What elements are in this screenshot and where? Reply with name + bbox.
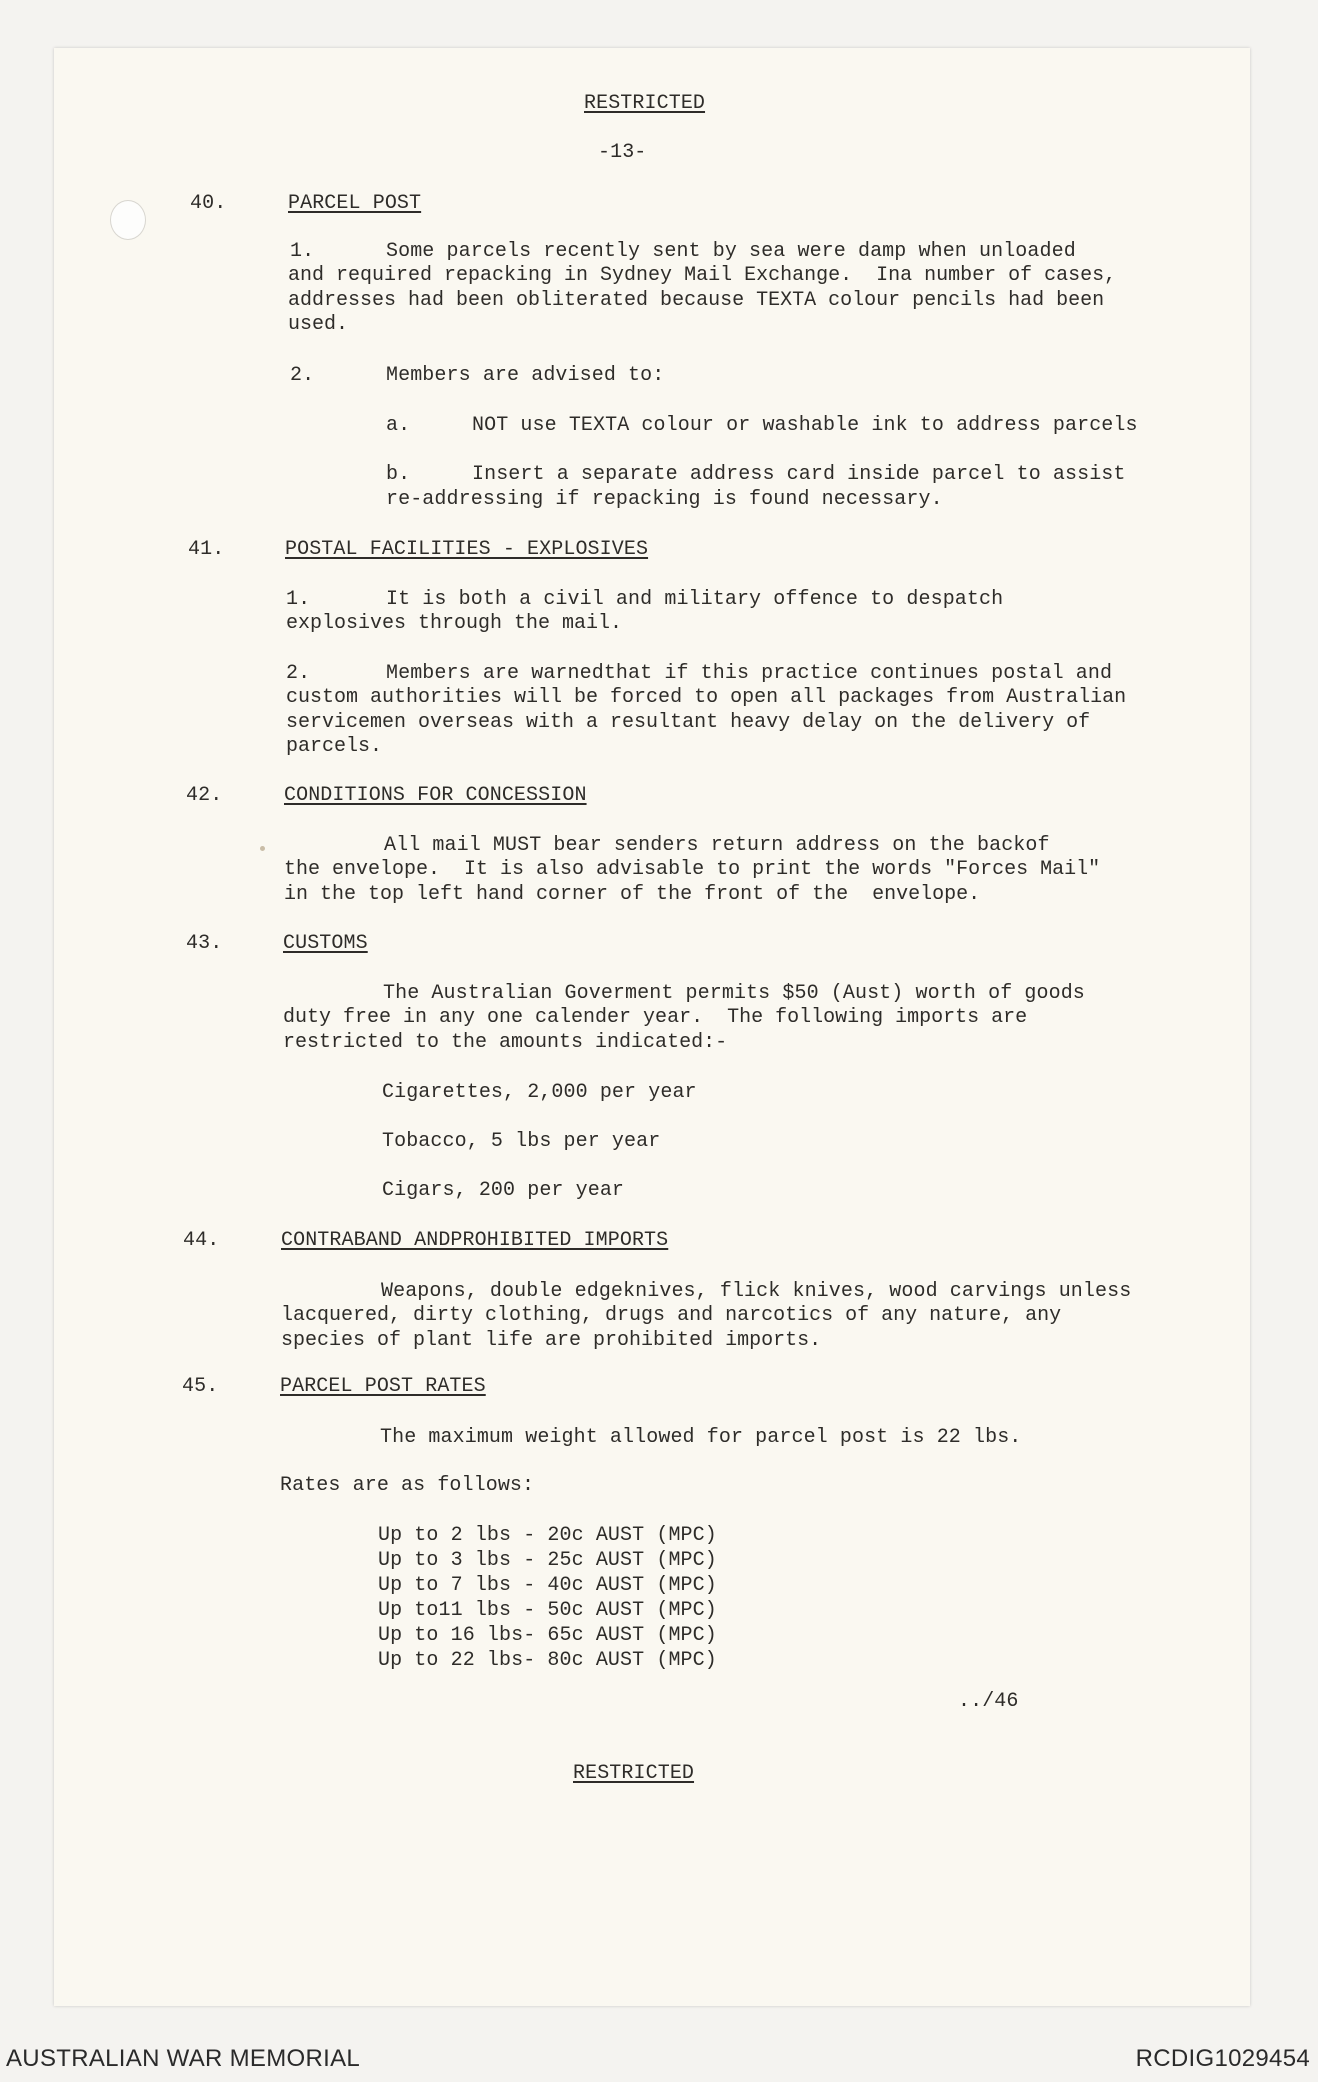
subitem-text: Insert a separate address card inside parcel to assist: [472, 463, 1126, 486]
rate-row: Up to 16 lbs- 65c AUST (MPC): [378, 1624, 717, 1647]
subitem-text-continued: re-addressing if repacking is found necessary.: [386, 488, 943, 511]
continuation-marker: ../46: [958, 1690, 1019, 1713]
classification-header: RESTRICTED: [584, 92, 706, 115]
archive-reference: RCDIG1029454: [1135, 2045, 1310, 2072]
subitem-label: a.: [386, 414, 411, 437]
paragraph-number: 2.: [286, 662, 311, 685]
paragraph-number: 2.: [290, 364, 315, 387]
rate-row: Up to 22 lbs- 80c AUST (MPC): [378, 1649, 717, 1672]
rate-row: Up to 7 lbs - 40c AUST (MPC): [378, 1574, 717, 1597]
paragraph-text: Members are advised to:: [386, 364, 665, 387]
allowance-item: Tobacco, 5 lbs per year: [382, 1130, 661, 1153]
paragraph-first-line: The Australian Goverment permits $50 (Aust) worth of goods: [383, 982, 1085, 1005]
section-title: CUSTOMS: [283, 932, 368, 955]
section-number: 44.: [183, 1229, 220, 1252]
section-title: CONTRABAND ANDPROHIBITED IMPORTS: [281, 1229, 669, 1252]
allowance-item: Cigarettes, 2,000 per year: [382, 1081, 697, 1104]
paragraph-number: 1.: [290, 240, 315, 263]
section-number: 40.: [190, 192, 227, 215]
paragraph-first-line: All mail MUST bear senders return address on the backof: [384, 834, 1050, 857]
page-number: -13-: [598, 141, 647, 164]
paragraph-body: custom authorities will be forced to open all packages from Australian servicemen overseas with a resultant heavy delay on the delivery of parcels.: [286, 686, 1127, 758]
subitem-label: b.: [386, 463, 411, 486]
section-number: 43.: [186, 932, 223, 955]
paragraph-first-line: Some parcels recently sent by sea were damp when unloaded: [386, 240, 1076, 263]
section-title: POSTAL FACILITIES - EXPLOSIVES: [285, 538, 649, 561]
rate-row: Up to 2 lbs - 20c AUST (MPC): [378, 1524, 717, 1547]
paragraph-first-line: Members are warnedthat if this practice continues postal and: [386, 662, 1113, 685]
section-number: 42.: [186, 784, 223, 807]
paragraph-first-line: Weapons, double edgeknives, flick knives, wood carvings unless: [381, 1280, 1132, 1303]
paragraph-body: explosives through the mail.: [286, 612, 623, 635]
rate-row: Up to 3 lbs - 25c AUST (MPC): [378, 1549, 717, 1572]
paragraph-body: and required repacking in Sydney Mail Exchange. Ina number of cases, addresses had been obliterated because TEXTA colour pencils had been used.: [288, 264, 1117, 336]
paragraph-first-line: The maximum weight allowed for parcel post is 22 lbs.: [380, 1426, 1022, 1449]
punch-hole: [110, 200, 146, 240]
paper-speck: [260, 846, 265, 851]
archive-institution: AUSTRALIAN WAR MEMORIAL: [6, 2045, 361, 2072]
paragraph-number: 1.: [286, 588, 311, 611]
subitem-text: NOT use TEXTA colour or washable ink to address parcels: [472, 414, 1138, 437]
classification-footer: RESTRICTED: [573, 1762, 695, 1785]
section-number: 45.: [182, 1375, 219, 1398]
section-number: 41.: [188, 538, 225, 561]
section-title: CONDITIONS FOR CONCESSION: [284, 784, 587, 807]
paragraph-body: the envelope. It is also advisable to print the words "Forces Mail" in the top left hand corner of the front of the envelope.: [284, 858, 1101, 906]
allowance-item: Cigars, 200 per year: [382, 1179, 625, 1202]
paragraph-first-line: It is both a civil and military offence to despatch: [386, 588, 1004, 611]
rates-intro: Rates are as follows:: [280, 1474, 535, 1497]
section-title: PARCEL POST: [288, 192, 422, 215]
rate-row: Up to11 lbs - 50c AUST (MPC): [378, 1599, 717, 1622]
paragraph-body: duty free in any one calender year. The following imports are restricted to the amounts indicated:-: [283, 1006, 1028, 1054]
section-title: PARCEL POST RATES: [280, 1375, 486, 1398]
paragraph-body: lacquered, dirty clothing, drugs and narcotics of any nature, any species of plant life are prohibited imports.: [281, 1304, 1062, 1352]
